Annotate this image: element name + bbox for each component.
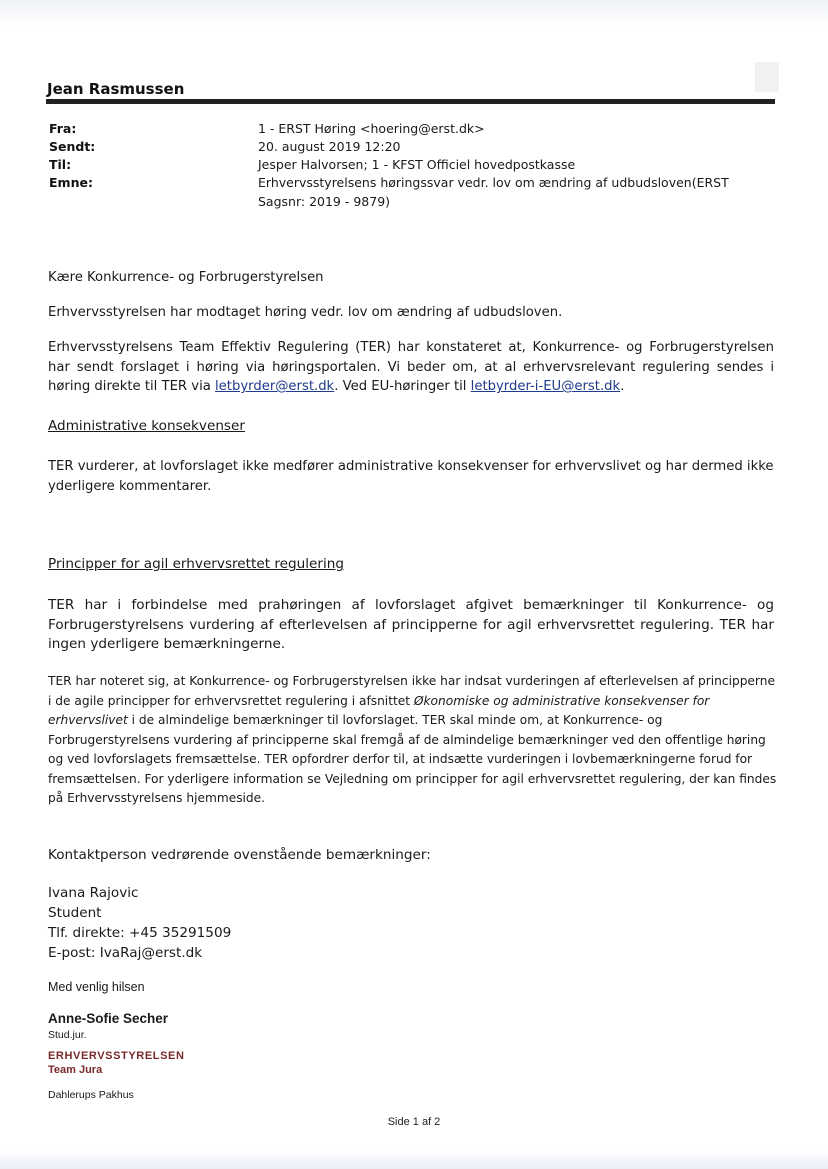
section-administrative-text: TER vurderer, at lovforslaget ikke medfører administrative konsekvenser for erhvervslivet og har dermed ikke yderligere kommentarer. bbox=[48, 459, 774, 494]
section-principles-text: TER har i forbindelse med prahøringen af lovforslaget afgivet bemærkninger til Konkurrence- og Forbrugerstyrelsens vurdering af efterlevelsen af principperne for agil erhvervsrettet regulering. TER har ingen yderligere bemærkningerne. bbox=[48, 597, 774, 652]
signature-team: Team Jura bbox=[48, 1064, 103, 1076]
contact-phone: Tlf. direkte: +45 35291509 bbox=[48, 925, 232, 941]
section-heading-principles: Principper for agil erhvervsrettet regulering bbox=[48, 556, 344, 572]
letbyrder-email-link[interactable]: letbyrder@erst.dk bbox=[215, 379, 335, 394]
principles-note-end: i de almindelige bemærkninger til lovforslaget. TER skal minde om, at Konkurrence- og Forbrugerstyrelsens vurdering af principperne skal fremgå af de almindelige bemærkninger ved den offentlige høring og ved lovforslagets fremsættelse. TER opfordrer derfor til, at indsætte vurderingen i lovbemærkningerne forud for fremsættelsen. For yderligere information se Vejledning om principper for agil erhvervsrettet regulering, der kan findes på Erhvervsstyrelsens hjemmeside. bbox=[48, 713, 777, 805]
to-label: Til: bbox=[49, 157, 72, 172]
subject-value: Erhvervsstyrelsens høringssvar vedr. lov om ændring af udbudsloven(ERST Sagsnr: 2019 - 9879) bbox=[258, 175, 729, 209]
contact-title: Student bbox=[48, 905, 102, 921]
ter-paragraph-mid: . Ved EU-høringer til bbox=[334, 379, 471, 394]
subject-label: Emne: bbox=[49, 175, 93, 190]
greeting: Kære Konkurrence- og Forbrugerstyrelsen bbox=[48, 270, 324, 285]
contact-name: Ivana Rajovic bbox=[48, 885, 139, 901]
section-heading-administrative: Administrative konsekvenser bbox=[48, 418, 245, 434]
principles-note-start: TER har noteret sig, at Konkurrence- og Forbrugerstyrelsen ikke har indsat vurderingen af efterlevelsen af principperne i de agile principper for erhvervsrettet regulering i afsnittet bbox=[48, 674, 775, 708]
signature-title: Stud.jur. bbox=[48, 1029, 87, 1041]
contact-email: E-post: IvaRaj@erst.dk bbox=[48, 945, 203, 961]
scan-top-band bbox=[0, 0, 828, 28]
scan-bottom-band bbox=[0, 1150, 828, 1169]
from-label: Fra: bbox=[49, 121, 77, 136]
page-number: Side 1 af 2 bbox=[387, 1116, 441, 1128]
intro-paragraph: Erhvervsstyrelsen har modtaget høring vedr. lov om ændring af udbudsloven. bbox=[48, 305, 563, 320]
to-value: Jesper Halvorsen; 1 - KFST Officiel hovedpostkasse bbox=[258, 157, 576, 172]
from-value: 1 - ERST Høring <hoering@erst.dk> bbox=[258, 121, 485, 136]
letbyrder-eu-email-link[interactable]: letbyrder-i-EU@erst.dk bbox=[470, 379, 621, 394]
ter-paragraph-text: Erhvervsstyrelsens Team Effektiv Regulering (TER) har konstateret at, Konkurrence- og Forbrugerstyrelsen har sendt forslaget i høring via høringsportalen. Vi beder om, at al erhvervsrelevant regulering sendes i høring direkte til TER via bbox=[48, 340, 774, 394]
contact-intro: Kontaktperson vedrørende ovenstående bemærkninger: bbox=[48, 847, 431, 863]
principles-note-section-title: Økonomiske og administrative konsekvenser for erhvervslivet bbox=[48, 693, 710, 727]
sent-value: 20. august 2019 12:20 bbox=[258, 139, 401, 154]
ter-paragraph bbox=[48, 338, 774, 397]
sent-label: Sendt: bbox=[49, 139, 96, 154]
sender-name: Jean Rasmussen bbox=[47, 80, 185, 98]
ter-paragraph-end: . bbox=[620, 379, 625, 394]
signature-address: Dahlerups Pakhus bbox=[48, 1089, 134, 1101]
signature-organization: ERHVERVSSTYRELSEN bbox=[48, 1050, 185, 1062]
signature-name: Anne-Sofie Secher bbox=[48, 1011, 169, 1026]
header-rule bbox=[46, 99, 775, 104]
principles-note bbox=[48, 672, 778, 809]
scan-artifact bbox=[755, 62, 779, 92]
closing: Med venlig hilsen bbox=[48, 980, 145, 994]
